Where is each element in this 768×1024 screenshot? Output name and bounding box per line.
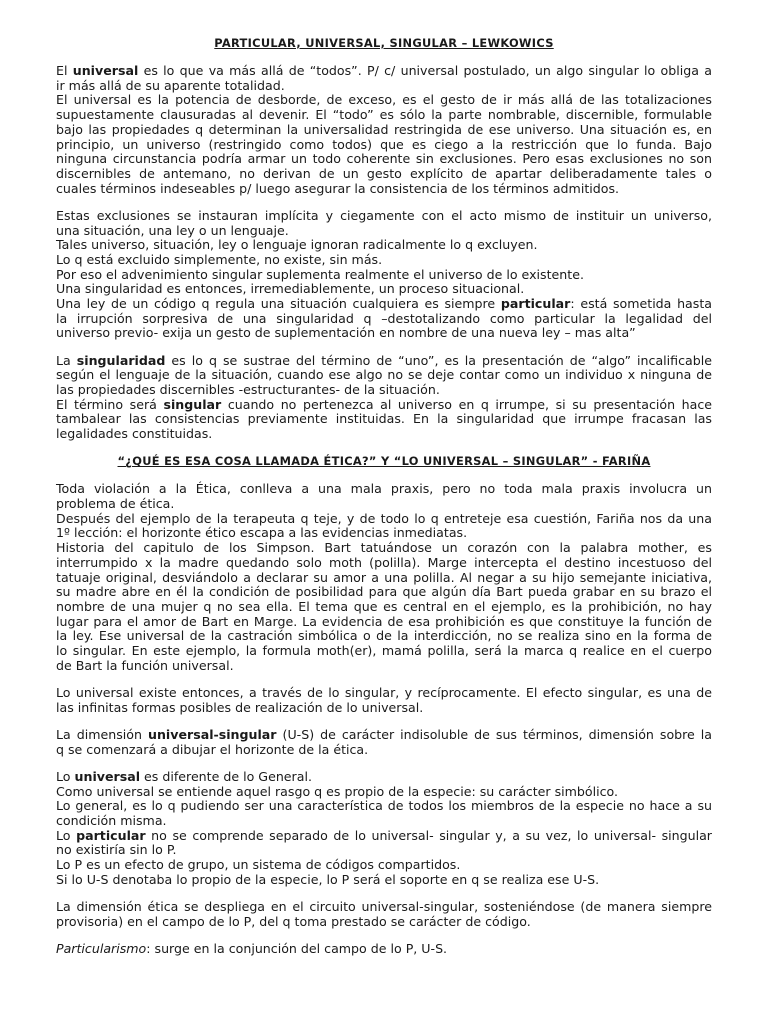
text-line bbox=[56, 743, 712, 758]
text-line bbox=[56, 152, 712, 167]
text-segment: El bbox=[56, 63, 73, 78]
text-segment: El término será bbox=[56, 396, 164, 412]
text-line bbox=[56, 629, 712, 644]
text-line bbox=[56, 873, 712, 888]
italic-term: Particularismo bbox=[56, 940, 147, 956]
text-segment: es lo q se sustrae del término de “uno”, es la presentación de “algo” incalificable bbox=[165, 352, 712, 368]
text-segment: Lo bbox=[56, 768, 75, 784]
text-segment: q se comenzará a dibujar el horizonte de la ética. bbox=[56, 741, 369, 757]
text-segment: 1º lección: el horizonte ético escapa a las evidencias inmediatas. bbox=[56, 525, 468, 541]
text-line bbox=[56, 785, 712, 800]
text-segment: la ley. Ese universal de la castración simbólica o de la interdicción, no se realiza sino en la forma de bbox=[56, 628, 712, 644]
text-line bbox=[56, 79, 712, 94]
paragraph bbox=[56, 64, 712, 196]
text-line bbox=[56, 728, 712, 743]
text-line bbox=[56, 354, 712, 369]
text-line bbox=[56, 659, 712, 674]
text-segment: la irrupción sorpresiva de una singularidad q –destotalizando como particular la legalidad del bbox=[56, 310, 712, 326]
text-segment: Lo universal existe entonces, a través de lo singular, y recíprocamente. El efecto singular, es una de bbox=[56, 685, 712, 701]
bold-term: particular bbox=[76, 827, 146, 843]
text-segment: no existiría sin lo P. bbox=[56, 842, 177, 858]
text-line bbox=[56, 383, 712, 398]
paragraph bbox=[56, 354, 712, 442]
text-line bbox=[56, 512, 712, 527]
text-segment: La dimensión ética se despliega en el circuito universal-singular, sosteniéndose (de manera siempre bbox=[56, 898, 712, 914]
text-line bbox=[56, 182, 712, 197]
text-line bbox=[56, 167, 712, 182]
text-segment: Lo q está excluido simplemente, no existe, sin más. bbox=[56, 251, 383, 267]
text-segment: universo previo- exija un gesto de suplementación en nombre de una nueva ley – mas alta” bbox=[56, 325, 636, 341]
text-segment: El universal es la potencia de desborde, de exceso, es el gesto de ir más allá de las totalizaciones bbox=[56, 92, 712, 108]
text-line bbox=[56, 858, 712, 873]
text-line bbox=[56, 64, 712, 79]
text-segment: las propiedades discernibles -estructurantes- de la situación. bbox=[56, 382, 440, 398]
text-segment: tatuaje original, desviándolo a declarar su amor a una polilla. Al negar a su hijo semejante iniciativa, bbox=[56, 569, 712, 585]
text-segment: La bbox=[56, 352, 77, 368]
text-segment: nombre de una mujer q no sea ella. El tema que es central en el ejemplo, es la prohibición, no hay bbox=[56, 599, 712, 614]
text-line bbox=[56, 282, 712, 297]
text-line bbox=[56, 829, 712, 844]
text-segment: Toda violación a la Ética, conlleva a una mala praxis, pero no toda mala praxis involucra un bbox=[56, 481, 712, 497]
paragraph bbox=[56, 209, 712, 341]
text-segment: cuando no pertenezca al universo en q irrumpe, si su presentación hace bbox=[221, 396, 712, 412]
text-line bbox=[56, 686, 712, 701]
text-line bbox=[56, 600, 712, 615]
text-segment: Una singularidad es entonces, irremediablemente, un proceso situacional. bbox=[56, 281, 525, 297]
text-line bbox=[56, 412, 712, 427]
paragraph bbox=[56, 686, 712, 715]
text-line bbox=[56, 585, 712, 600]
bold-term: particular bbox=[500, 296, 571, 312]
text-segment: tambalear las consistencias previamente instituidas. En la singularidad que irrumpe fracasan las bbox=[56, 411, 712, 427]
bold-term: singular bbox=[163, 396, 222, 412]
text-line bbox=[56, 108, 712, 123]
text-line bbox=[56, 268, 712, 283]
text-segment: principio, un universo (restringido como todos) que es ciego a la restricción que lo funda. Bajo bbox=[56, 136, 712, 152]
text-segment: Tales universo, situación, ley o lenguaje ignoran radicalmente lo q excluyen. bbox=[56, 237, 538, 253]
text-line bbox=[56, 615, 712, 630]
text-segment: problema de ética. bbox=[56, 496, 175, 512]
text-segment: Una ley de un código q regula una situación cualquiera es siempre bbox=[56, 296, 501, 312]
text-line bbox=[56, 942, 712, 957]
text-segment: es lo que va más allá de “todos”. P/ c/ universal postulado, un algo singular lo obliga a bbox=[138, 63, 712, 78]
section-heading: PARTICULAR, UNIVERSAL, SINGULAR – LEWKOWICS bbox=[214, 36, 554, 50]
text-segment: es diferente de lo General. bbox=[140, 768, 312, 784]
text-line bbox=[56, 799, 712, 814]
text-line bbox=[56, 556, 712, 571]
text-line bbox=[56, 497, 712, 512]
text-line bbox=[56, 368, 712, 383]
text-segment: lugar para el amor de Bart en Marge. La evidencia de esa prohibición es que constituye la función de bbox=[56, 613, 712, 629]
bold-term: universal-singular bbox=[147, 726, 277, 742]
text-segment: de Bart la función universal. bbox=[56, 657, 234, 673]
paragraph bbox=[56, 900, 712, 929]
text-segment: Como universal se entiende aquel rasgo q es propio de la especie: su carácter simbólico. bbox=[56, 783, 619, 799]
text-line bbox=[56, 253, 712, 268]
text-line bbox=[56, 814, 712, 829]
text-segment: : está sometida hasta bbox=[570, 296, 712, 312]
text-segment: según el lenguaje de la situación, cuando ese algo no se deje contar como un individuo x ninguna de bbox=[56, 367, 712, 383]
text-segment: su madre abre en él la condición de posibilidad para que algún día Bart pueda grabar en su brazo el bbox=[56, 584, 712, 600]
text-line bbox=[56, 427, 712, 442]
text-segment: ir más allá de su aparente totalidad. bbox=[56, 77, 285, 93]
bold-term: singularidad bbox=[76, 352, 166, 368]
section-heading: “¿QUÉ ES ESA COSA LLAMADA ÉTICA?” Y “LO UNIVERSAL – SINGULAR” - FARIÑA bbox=[117, 454, 651, 469]
text-segment: interrumpido x la madre quedando solo moth (polilla). Marge intercepta el destino incestuoso del bbox=[56, 554, 712, 570]
text-line bbox=[56, 312, 712, 327]
text-line bbox=[56, 398, 712, 413]
text-segment: provisoria) en el campo de lo P, del q toma prestado se carácter de código. bbox=[56, 913, 531, 929]
text-line bbox=[56, 900, 712, 915]
paragraph bbox=[56, 482, 712, 673]
text-segment: Historia del capitulo de los Simpson. Bart tatuándose un corazón con la palabra mother, es bbox=[56, 540, 712, 556]
text-line bbox=[56, 915, 712, 930]
text-line bbox=[56, 571, 712, 586]
text-line bbox=[56, 326, 712, 341]
text-line bbox=[56, 843, 712, 858]
text-line bbox=[56, 209, 712, 224]
text-line bbox=[56, 93, 712, 108]
text-segment: las infinitas formas posibles de realización de lo universal. bbox=[56, 699, 424, 715]
text-segment: cuales términos indeseables p/ luego asegurar la consistencia de los términos admitidos. bbox=[56, 180, 620, 196]
text-segment: Estas exclusiones se instauran implícita y ciegamente con el acto mismo de instituir un universo, bbox=[56, 207, 712, 223]
paragraph bbox=[56, 942, 712, 957]
text-segment: supuestamente clausuradas al devenir. El “todo” es sólo la parte nombrable, discernible, formulable bbox=[56, 107, 712, 123]
text-segment: : surge en la conjunción del campo de lo P, U-S. bbox=[146, 940, 448, 956]
text-line bbox=[56, 297, 712, 312]
text-segment: no se comprende separado de lo universal- singular y, a su vez, lo universal- singular bbox=[145, 827, 712, 843]
text-segment: discernibles de antemano, no derivan de un gesto explícito de apartar deliberadamente tales o bbox=[56, 165, 712, 181]
text-line bbox=[56, 123, 712, 138]
bold-term: universal bbox=[72, 63, 139, 78]
text-segment: La dimensión bbox=[56, 726, 148, 742]
text-segment: lo singular. En este ejemplo, la formula moth(er), mamá polilla, será la marca q realice en el cuerpo bbox=[56, 643, 712, 659]
text-segment: Por eso el advenimiento singular suplementa realmente el universo de lo existente. bbox=[56, 266, 584, 282]
text-segment: una situación, una ley o un lenguaje. bbox=[56, 222, 289, 238]
text-line bbox=[56, 138, 712, 153]
text-segment: Lo bbox=[56, 827, 77, 843]
text-segment: bajo las propiedades q determinan la universalidad restringida de ese universo. Una situación es, en bbox=[56, 121, 712, 137]
text-line bbox=[56, 770, 712, 785]
text-line bbox=[56, 644, 712, 659]
text-segment: condición misma. bbox=[56, 812, 167, 828]
text-segment: legalidades constituidas. bbox=[56, 426, 213, 442]
text-line bbox=[56, 541, 712, 556]
bold-term: universal bbox=[74, 768, 141, 784]
text-line bbox=[56, 526, 712, 541]
text-line bbox=[56, 238, 712, 253]
paragraph bbox=[56, 770, 712, 888]
paragraph bbox=[56, 728, 712, 757]
text-line bbox=[56, 224, 712, 239]
text-line bbox=[56, 701, 712, 716]
text-line bbox=[56, 482, 712, 497]
text-segment: Lo P es un efecto de grupo, un sistema de códigos compartidos. bbox=[56, 857, 461, 873]
text-segment: Después del ejemplo de la terapeuta q teje, y de todo lo q entreteje esa cuestión, Fariña nos da una bbox=[56, 510, 712, 526]
text-segment: ninguna circunstancia podría armar un todo coherente sin exclusiones. Pero esas exclusiones no son bbox=[56, 151, 712, 167]
text-segment: Si lo U-S denotaba lo propio de la especie, lo P será el soporte en q se realiza ese U-S. bbox=[56, 871, 600, 887]
text-segment: (U-S) de carácter indisoluble de sus términos, dimensión sobre la bbox=[276, 726, 713, 742]
text-segment: Lo general, es lo q pudiendo ser una característica de todos los miembros de la especie no hace a su bbox=[56, 798, 712, 814]
